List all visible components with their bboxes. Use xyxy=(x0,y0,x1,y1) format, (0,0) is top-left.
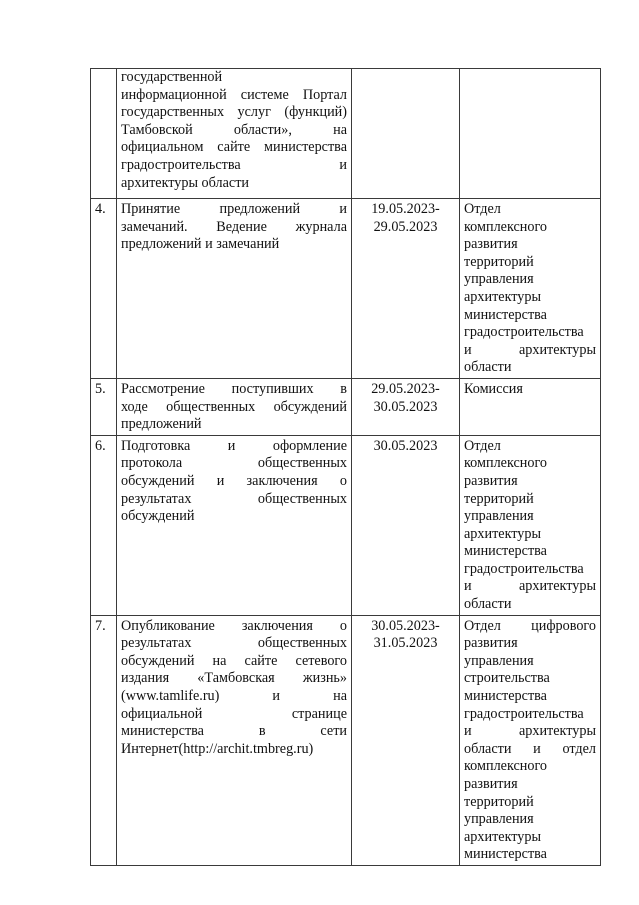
responsible-cell xyxy=(460,69,601,199)
responsible-line: управления xyxy=(464,271,534,288)
responsible-cell xyxy=(460,435,601,615)
responsible-line: области xyxy=(464,359,512,376)
date-line: 19.05.2023- xyxy=(371,201,440,217)
responsible-line: территорий xyxy=(464,793,534,810)
responsible-line: градостроительства xyxy=(464,324,584,341)
action-cell xyxy=(117,199,352,379)
action-line: Рассмотрение поступивших в xyxy=(121,380,347,397)
action-line: Принятие предложений и xyxy=(121,201,347,217)
action-line: Подготовка и оформление xyxy=(121,437,347,454)
responsible-line: градостроительства xyxy=(464,560,584,577)
responsible-line: развития xyxy=(464,776,518,792)
schedule-table xyxy=(90,68,601,866)
action-line: результатах общественных xyxy=(121,490,347,507)
responsible-cell xyxy=(460,378,601,435)
responsible-line: развития xyxy=(464,635,518,652)
action-line: обсуждений на сайте сетевого xyxy=(121,652,347,669)
action-line: градостроительства и xyxy=(121,156,347,173)
responsible-line: Отдел xyxy=(464,201,501,217)
action-line: Опубликование заключения о xyxy=(121,617,347,634)
responsible-line: архитектуры xyxy=(464,828,542,845)
row-number-cell xyxy=(91,69,117,199)
responsible-line: комплексного xyxy=(464,758,548,775)
responsible-line: и архитектуры xyxy=(464,723,596,740)
responsible-line: Отдел xyxy=(464,437,501,454)
action-cell xyxy=(117,435,352,615)
responsible-line: и архитектуры xyxy=(464,341,596,358)
action-line: протокола общественных xyxy=(121,455,347,472)
date-cell xyxy=(352,615,460,865)
responsible-line: управления xyxy=(464,811,534,828)
action-cell xyxy=(117,69,352,199)
responsible-cell xyxy=(460,199,601,379)
responsible-line: области xyxy=(464,596,512,613)
action-line: издания «Тамбовская жизнь» xyxy=(121,670,347,687)
action-line: государственной xyxy=(121,69,223,85)
responsible-line: архитектуры xyxy=(464,525,542,542)
row-number-cell: 6. xyxy=(91,435,117,615)
action-line: официальном сайте министерства xyxy=(121,139,347,156)
responsible-line: Комиссия xyxy=(464,380,523,397)
action-line: предложений и замечаний xyxy=(121,236,280,253)
responsible-cell xyxy=(460,615,601,865)
responsible-line: и архитектуры xyxy=(464,578,596,595)
date-line: 30.05.2023 xyxy=(373,398,438,415)
responsible-line: комплексного xyxy=(464,218,548,235)
responsible-line: министерства xyxy=(464,846,547,863)
date-line: 31.05.2023 xyxy=(373,635,438,652)
table-row xyxy=(91,435,601,615)
responsible-line: архитектуры xyxy=(464,288,542,305)
row-number-cell: 4. xyxy=(91,199,117,379)
table-row xyxy=(91,615,601,865)
date-cell xyxy=(352,199,460,379)
action-line: результатах общественных xyxy=(121,635,347,652)
action-line: информационной системе Портал xyxy=(121,86,347,103)
date-cell xyxy=(352,69,460,199)
action-line: официальной странице xyxy=(121,705,347,722)
responsible-line: развития xyxy=(464,236,518,253)
date-line: 30.05.2023- xyxy=(371,617,440,634)
responsible-line: министерства xyxy=(464,688,547,705)
responsible-line: министерства xyxy=(464,306,547,323)
date-line: 30.05.2023 xyxy=(373,437,438,454)
action-line: обсуждений и заключения о xyxy=(121,472,347,489)
table-row xyxy=(91,378,601,435)
action-line: государственных услуг (функций) xyxy=(121,104,347,121)
responsible-line: развития xyxy=(464,472,518,489)
responsible-line: управления xyxy=(464,652,534,669)
table-row xyxy=(91,69,601,199)
date-cell xyxy=(352,435,460,615)
action-line: (www.tamlife.ru) и на xyxy=(121,688,347,705)
responsible-line: управления xyxy=(464,508,534,525)
responsible-line: области и отдел xyxy=(464,740,596,757)
action-line: Интернет(http://archit.tmbreg.ru) xyxy=(121,740,314,757)
date-line: 29.05.2023- xyxy=(371,380,440,397)
action-line: архитектуры области xyxy=(121,174,249,191)
responsible-line: Отдел цифрового xyxy=(464,617,596,634)
responsible-line: градостроительства xyxy=(464,705,584,722)
responsible-line: строительства xyxy=(464,670,550,687)
action-cell xyxy=(117,378,352,435)
responsible-line: территорий xyxy=(464,490,534,507)
action-line: министерства в сети xyxy=(121,723,347,740)
action-cell xyxy=(117,615,352,865)
responsible-line: территорий xyxy=(464,253,534,270)
row-number-cell: 5. xyxy=(91,378,117,435)
action-line: предложений xyxy=(121,416,202,433)
row-number-cell: 7. xyxy=(91,615,117,865)
action-line: ходе общественных обсуждений xyxy=(121,398,347,415)
action-line: обсуждений xyxy=(121,508,195,525)
date-line: 29.05.2023 xyxy=(373,218,438,235)
table-row xyxy=(91,199,601,379)
action-line: замечаний. Ведение журнала xyxy=(121,218,347,235)
responsible-line: комплексного xyxy=(464,455,548,472)
action-line: Тамбовской области», на xyxy=(121,121,347,138)
responsible-line: министерства xyxy=(464,543,547,560)
date-cell xyxy=(352,378,460,435)
